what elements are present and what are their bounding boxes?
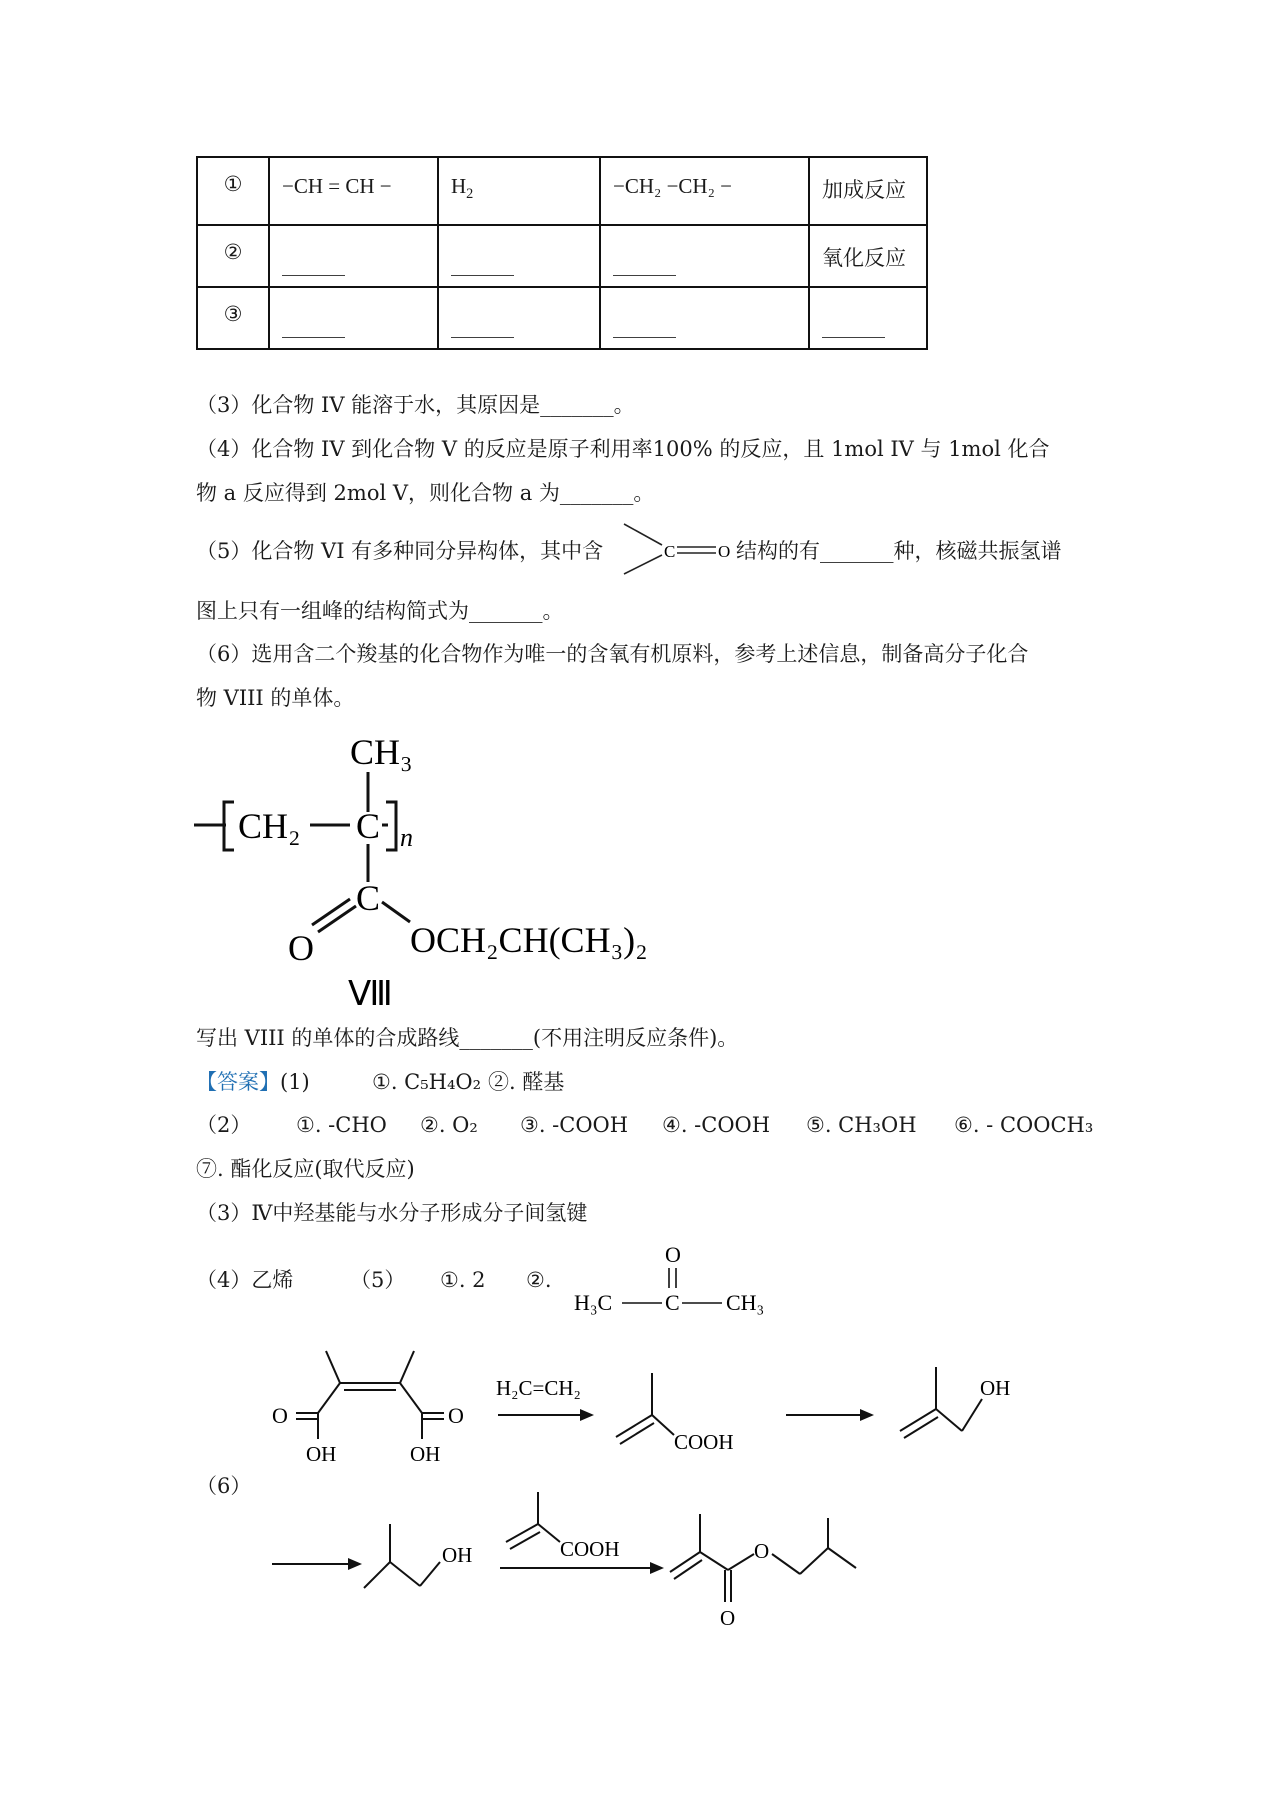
bond-line <box>538 1524 560 1542</box>
methyl-bond <box>400 1351 414 1383</box>
answer-6-head: （6） <box>196 1474 252 1498</box>
methyl-right-label: CH₃ <box>726 1290 765 1315</box>
answer-3: （3）Ⅳ中羟基能与水分子形成分子间氢键 <box>196 1201 588 1225</box>
question-5-part-a: （5）化合物 VI 有多种同分异构体，其中含 <box>196 539 604 563</box>
answer-tag: 【答案】 <box>196 1070 280 1094</box>
answer-5-head: （5） <box>350 1268 406 1292</box>
blank-cell: ______ <box>600 287 809 349</box>
answer-2-item: ⑥. - COOCH₃ <box>954 1113 1094 1137</box>
question-6-line2: 物 VIII 的单体。 <box>196 686 355 710</box>
bond-line <box>700 1552 728 1570</box>
carboxyl-label: COOH <box>674 1430 734 1454</box>
arrow-head <box>650 1562 664 1574</box>
hydroxyl-label: OH <box>410 1442 441 1466</box>
double-bond-line <box>312 899 350 925</box>
blank-cell: ______ <box>600 225 809 287</box>
hydroxyl-label: OH <box>442 1543 473 1567</box>
row-number: ② <box>197 225 269 287</box>
table-cell: −CH₂ −CH₂ − <box>600 157 809 225</box>
table-cell: $H_2$ <box>438 157 600 225</box>
carboxyl-label: COOH <box>560 1537 620 1561</box>
answer-2-item: ②. O₂ <box>420 1113 478 1137</box>
answer-2-item: ③. -COOH <box>520 1113 629 1137</box>
row-number: ① <box>197 157 269 225</box>
answer-2-item: ⑤. CH₃OH <box>806 1113 917 1137</box>
answer-1-item: ①. C₅H₄O₂ <box>372 1070 482 1094</box>
carbonyl-carbon-label: C <box>356 878 381 918</box>
reagent-label: H₂C=CH₂ <box>496 1376 581 1400</box>
answer-2-item: ①. -CHO <box>296 1113 387 1137</box>
alkene-bond <box>506 1524 538 1542</box>
arrow-head <box>580 1409 594 1421</box>
methylene-label: CH₂ <box>238 806 301 846</box>
polymer-viii-structure <box>190 720 690 1010</box>
reaction-type-cell: 加成反应 <box>809 157 927 225</box>
alkene-bond <box>674 1560 702 1579</box>
alkene-bond <box>904 1417 938 1438</box>
question-6-line1: （6）选用含二个羧基的化合物作为唯一的含氧有机原料，参考上述信息，制备高分子化合 <box>196 642 1029 666</box>
question-6-route: 写出 VIII 的单体的合成路线_______(不用注明反应条件)。 <box>196 1026 739 1050</box>
synthesis-route-step1 <box>260 1335 1050 1475</box>
alkene-bond <box>616 1415 652 1437</box>
reaction-type-cell: 氧化反应 <box>809 225 927 287</box>
oxygen-label: O <box>448 1403 464 1428</box>
bond-line <box>728 1554 754 1570</box>
carbonyl-carbon-label: C <box>665 1290 680 1315</box>
oxygen-label: O <box>718 542 731 561</box>
bond-line <box>624 524 662 545</box>
table-cell: −CH = CH − <box>269 157 438 225</box>
carbonyl-oxygen-label: O <box>288 928 314 968</box>
ester-oxygen-label: O <box>754 1539 770 1563</box>
row-number: ③ <box>197 287 269 349</box>
question-4-line2: 物 a 反应得到 2mol V，则化合物 a 为_______。 <box>196 481 655 505</box>
carbonyl-oxygen-label: O <box>720 1606 736 1630</box>
bond-line <box>318 1383 340 1413</box>
acetone-structure <box>568 1240 788 1324</box>
answer-2-head: （2） <box>196 1113 252 1137</box>
carbonyl-group-figure <box>620 518 736 580</box>
methyl-left-label: H₃C <box>574 1290 613 1315</box>
arrow-head <box>860 1409 874 1421</box>
answer-1-head: (1) <box>280 1070 310 1094</box>
question-4-line1: （4）化合物 IV 到化合物 V 的反应是原子利用率100% 的反应，且 1mol IV 与 1mol 化合 <box>196 437 1050 461</box>
blank-cell: ______ <box>269 287 438 349</box>
question-5-part-b: 结构的有_______种，核磁共振氢谱 <box>736 539 1062 563</box>
blank-cell: ______ <box>438 287 600 349</box>
table-row <box>197 287 927 349</box>
blank-cell: ______ <box>809 287 927 349</box>
bracket-left <box>224 802 234 850</box>
bond-line <box>420 1562 440 1586</box>
bond-line <box>390 1562 420 1586</box>
question-3: （3）化合物 IV 能溶于水，其原因是_______。 <box>196 393 635 417</box>
bond-line <box>772 1554 800 1574</box>
synthesis-route-step2 <box>260 1490 940 1635</box>
alkene-bond <box>510 1532 540 1549</box>
compound-id-label: Ⅷ <box>348 976 393 1010</box>
blank-cell: ______ <box>438 225 600 287</box>
question-5-line2: 图上只有一组峰的结构简式为_______。 <box>196 599 564 623</box>
bond-line <box>936 1409 962 1431</box>
answer-4: （4）乙烯 <box>196 1268 294 1292</box>
answer-1-item: ②. 醛基 <box>488 1070 565 1094</box>
bond-line <box>962 1399 982 1431</box>
bond-line <box>400 1383 422 1413</box>
table-row <box>197 157 927 225</box>
answer-1-line <box>196 1072 310 1093</box>
quaternary-carbon-label: C <box>356 806 381 846</box>
hydroxyl-label: OH <box>980 1376 1011 1400</box>
bond-line <box>624 555 662 574</box>
alkene-bond <box>620 1423 654 1444</box>
bond-line <box>382 902 410 922</box>
table-row <box>197 225 927 287</box>
blank-cell: ______ <box>269 225 438 287</box>
oxygen-label: O <box>272 1403 288 1428</box>
answer-2-item-7: ⑦. 酯化反应(取代反应) <box>196 1157 415 1181</box>
answer-5-item: ①. 2 <box>440 1268 486 1292</box>
double-bond-line <box>318 906 356 932</box>
bond-line <box>652 1415 674 1435</box>
methyl-bond <box>828 1548 856 1568</box>
reaction-table <box>196 156 928 350</box>
answer-5-item: ②. <box>526 1268 552 1292</box>
methyl-label: CH₃ <box>350 732 413 772</box>
ester-group-label: OCH₂CH(CH₃)₂ <box>410 920 648 960</box>
carbon-label: C <box>664 542 676 561</box>
bond-line <box>364 1562 390 1588</box>
hydroxyl-label: OH <box>306 1442 337 1466</box>
repeat-n-label: n <box>400 823 413 852</box>
alkene-bond <box>670 1552 700 1572</box>
arrow-head <box>348 1558 362 1570</box>
oxygen-label: O <box>665 1242 681 1267</box>
bond-line <box>800 1548 828 1574</box>
methyl-bond <box>326 1351 340 1383</box>
alkene-bond <box>900 1409 936 1431</box>
answer-2-item: ④. -COOH <box>662 1113 771 1137</box>
